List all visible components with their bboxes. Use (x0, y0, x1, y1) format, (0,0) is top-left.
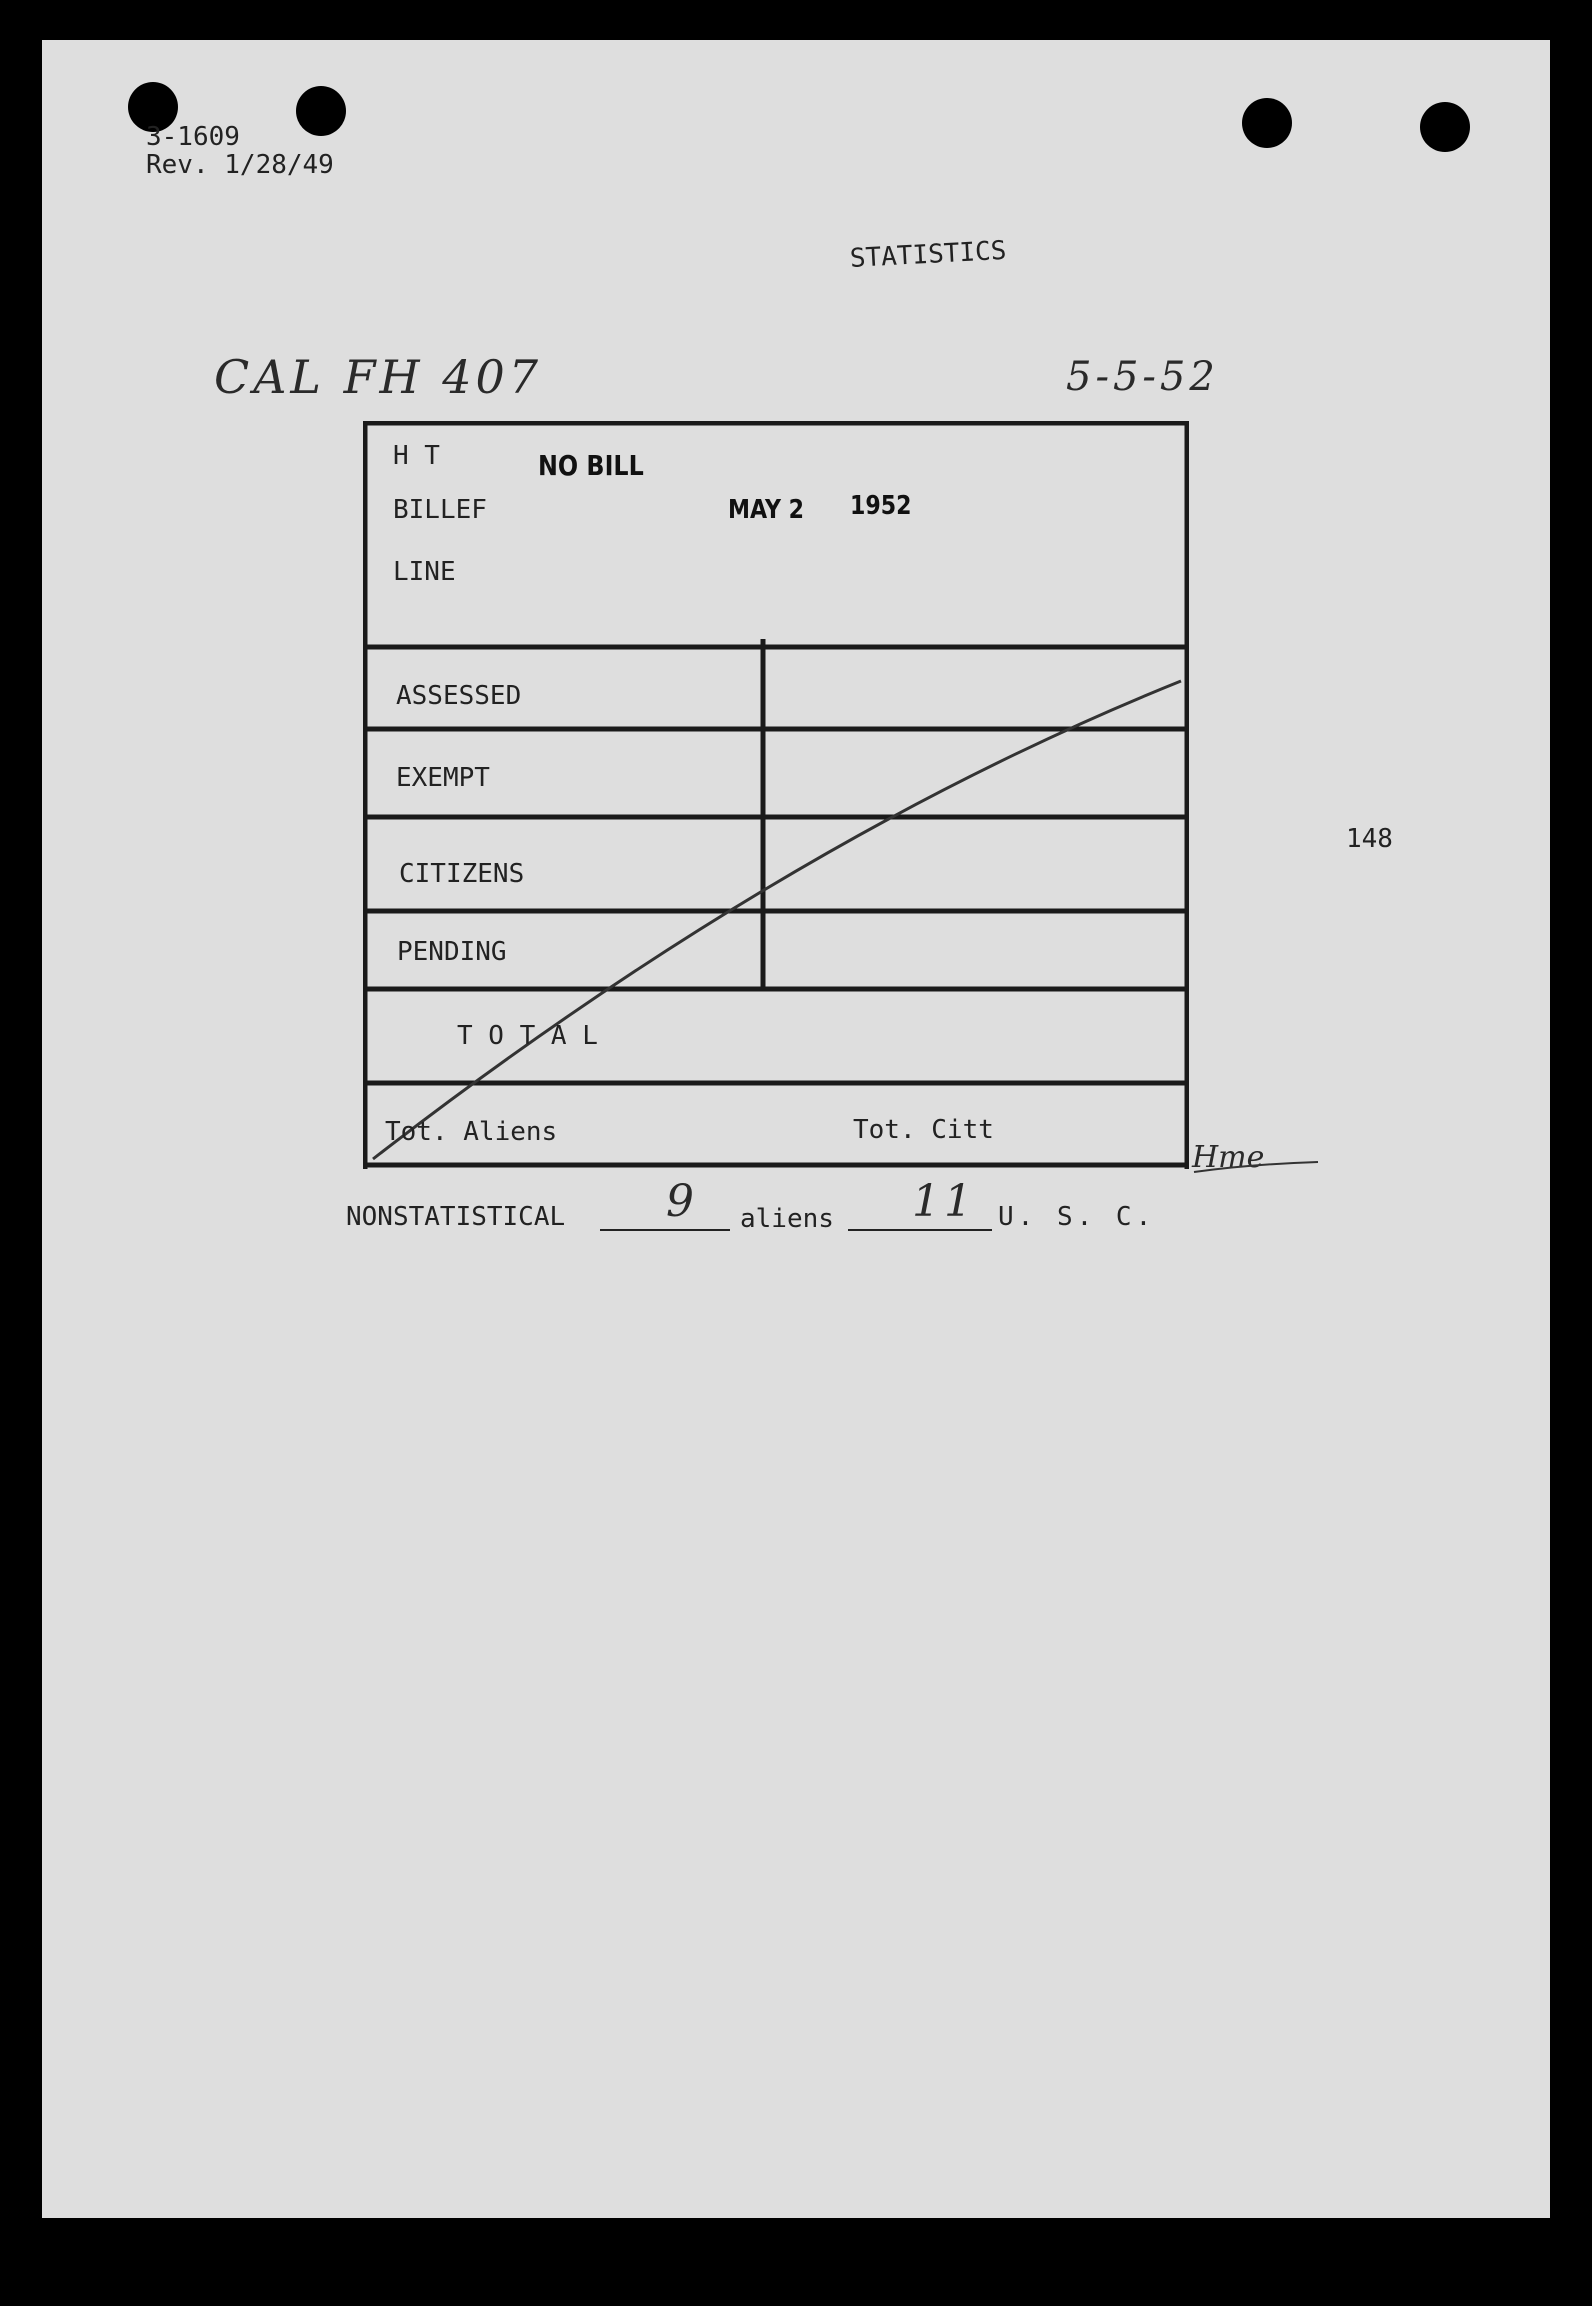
line-label: LINE (393, 557, 456, 587)
usc-count-underline (848, 1229, 992, 1231)
biller-label: BILLEF (393, 495, 487, 525)
ht-label: H T (393, 441, 440, 471)
usc-count: 11 (912, 1176, 976, 1227)
punch-hole-right-2 (1420, 102, 1470, 152)
no-bill-stamp: NO BILL (538, 449, 644, 482)
aliens-count: 9 (666, 1176, 698, 1227)
form-grid-lines (363, 421, 1189, 1169)
handwritten-date: 5-5-52 (1066, 354, 1219, 400)
date-stamp-year: 1952 (850, 491, 912, 521)
page-title: STATISTICS (849, 235, 1008, 274)
row-label-assessed: ASSESSED (396, 681, 522, 711)
handwritten-reference: CAL FH 407 (214, 350, 543, 404)
punch-hole-left-2 (296, 86, 346, 136)
tot-aliens-label: Tot. Aliens (385, 1117, 558, 1147)
strike-through-line (373, 681, 1181, 1159)
row-label-pending: PENDING (397, 937, 507, 967)
side-number: 148 (1346, 824, 1393, 854)
date-stamp-month: MAY 2 (728, 495, 805, 525)
aliens-count-underline (600, 1229, 730, 1231)
total-label: T O T A L (457, 1021, 598, 1051)
form-number: 3-1609 (146, 122, 240, 152)
row-label-exempt: EXEMPT (396, 763, 490, 793)
initials-stroke (1192, 1150, 1322, 1180)
tot-citt-label: Tot. Citt (853, 1115, 994, 1145)
handwritten-initials: Hme (1192, 1140, 1265, 1175)
form-revision: Rev. 1/28/49 (146, 150, 334, 180)
punch-hole-right-1 (1242, 98, 1292, 148)
row-label-citizens: CITIZENS (399, 859, 525, 889)
nonstatistical-label: NONSTATISTICAL (346, 1202, 566, 1232)
usc-label: U. S. C. (998, 1202, 1156, 1232)
statistics-form (363, 421, 1189, 1169)
aliens-label: aliens (740, 1204, 834, 1234)
